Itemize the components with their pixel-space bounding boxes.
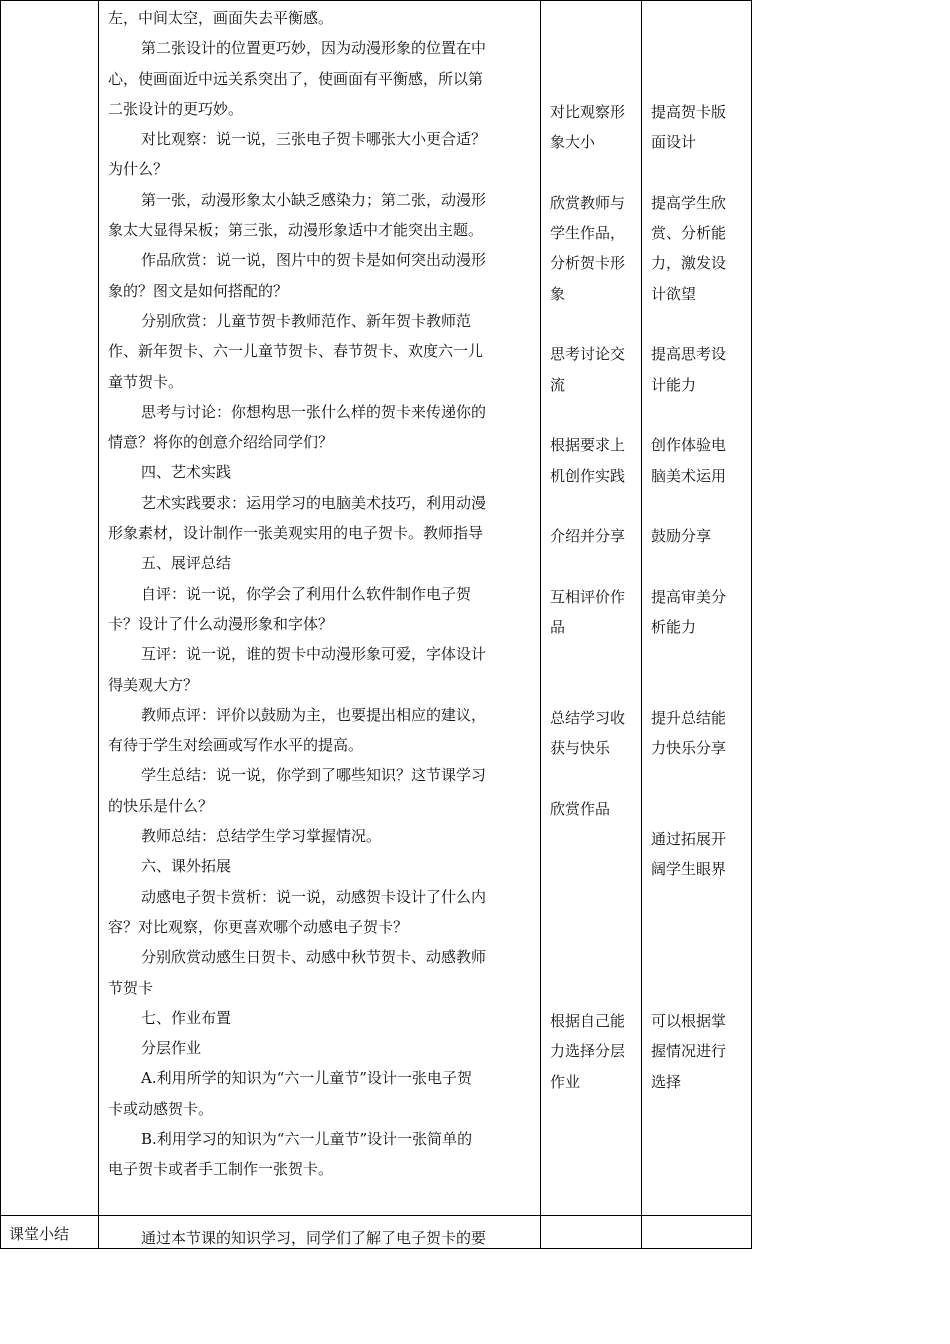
text-line: 品: [550, 618, 566, 637]
text-line: 童节贺卡。: [108, 372, 184, 391]
text-line: [550, 551, 637, 581]
text-line: [651, 400, 745, 430]
student-activity-text: [541, 1, 641, 1097]
text-line: 握情况进行: [651, 1042, 727, 1061]
summary-row: [1, 1216, 752, 1249]
text-line: [550, 976, 637, 1006]
text-line: 分别欣赏动感生日贺卡、动感中秋节贺卡、动感教师: [141, 948, 487, 967]
text-line: 象大小: [550, 133, 596, 152]
text-line: [550, 642, 637, 672]
summary-label: 课堂小结: [9, 1225, 70, 1243]
summary-label-cell: [1, 1216, 99, 1249]
text-line: 有待于学生对绘画或写作水平的提高。: [108, 736, 364, 755]
text-line: [651, 764, 745, 794]
text-line: 学生作品，: [550, 224, 626, 243]
text-line: 可以根据掌: [651, 1011, 727, 1030]
text-line: 通过拓展开: [651, 830, 727, 849]
text-line: 象的？图文是如何搭配的？: [108, 281, 289, 300]
text-line: A.利用所学的知识为“六一儿童节”设计一张电子贺: [141, 1069, 472, 1088]
text-line: 五、展评总结: [141, 554, 232, 573]
text-line: 对比观察：说一说，三张电子贺卡哪张大小更合适？: [141, 130, 487, 149]
text-line: 分层作业: [141, 1039, 202, 1058]
text-line: 提高学生欣: [651, 193, 727, 212]
section-label-cell: [1, 1, 99, 1216]
summary-intent-cell: [642, 1216, 752, 1249]
text-line: [550, 673, 637, 703]
text-line: 总结学习收: [550, 708, 626, 727]
text-line: 面设计: [651, 133, 697, 152]
text-line: 情意？将你的创意介绍给同学们？: [108, 433, 334, 452]
text-line: [550, 491, 637, 521]
text-line: 四、艺术实践: [141, 463, 232, 482]
text-line: 阔学生眼界: [651, 860, 727, 879]
text-line: [651, 551, 745, 581]
text-line: 欣赏作品: [550, 799, 611, 818]
text-line: 作业: [550, 1072, 581, 1091]
summary-text: 通过本节课的知识学习，同学们了解了电子贺卡的要: [141, 1229, 487, 1247]
text-line: 的快乐是什么？: [108, 796, 214, 815]
text-line: [550, 400, 637, 430]
text-line: 形象素材，设计制作一张美观实用的电子贺卡。教师指导: [108, 524, 484, 543]
text-line: 鼓励分享: [651, 527, 712, 546]
text-line: [550, 945, 637, 975]
student-activity-cell: [541, 1, 642, 1216]
text-line: 卡？设计了什么动漫形象和字体？: [108, 614, 334, 633]
text-line: 分析贺卡形: [550, 254, 626, 273]
text-line: B.利用学习的知识为“六一儿童节”设计一张简单的: [141, 1129, 473, 1148]
summary-student-cell: [541, 1216, 642, 1249]
text-line: [651, 309, 745, 339]
text-line: 计欲望: [651, 284, 697, 303]
text-line: [651, 915, 745, 945]
text-line: [550, 158, 637, 188]
text-line: 思考与讨论：你想构思一张什么样的贺卡来传递你的: [141, 402, 487, 421]
text-line: [651, 945, 745, 975]
text-line: 得美观大方？: [108, 675, 199, 694]
teacher-activity-text: [99, 1, 540, 1185]
text-line: 计能力: [651, 375, 697, 394]
text-line: 互评：说一说，谁的贺卡中动漫形象可爱，字体设计: [141, 645, 487, 664]
text-line: 心，使画面近中远关系突出了，使画面有平衡感，所以第: [108, 69, 484, 88]
text-line: 分别欣赏：儿童节贺卡教师范作、新年贺卡教师范: [141, 311, 472, 330]
text-line: 第二张设计的位置更巧妙，因为动漫形象的位置在中: [141, 39, 487, 58]
text-line: 为什么？: [108, 160, 169, 179]
text-line: [651, 885, 745, 915]
text-line: [550, 854, 637, 884]
text-line: 力，激发设: [651, 254, 727, 273]
text-line: 提高审美分: [651, 587, 727, 606]
text-line: [651, 158, 745, 188]
text-line: 节贺卡: [108, 978, 154, 997]
text-line: 容？对比观察，你更喜欢哪个动感电子贺卡？: [108, 917, 409, 936]
text-line: 根据要求上: [550, 436, 626, 455]
text-line: 欣赏教师与: [550, 193, 626, 212]
text-line: 学生总结：说一说，你学到了哪些知识？这节课学习: [141, 766, 487, 785]
text-line: 力选择分层: [550, 1042, 626, 1061]
text-line: 析能力: [651, 618, 697, 637]
teacher-activity-cell: [99, 1, 541, 1216]
text-line: 力快乐分享: [651, 739, 727, 758]
summary-text-cell: [99, 1216, 541, 1249]
text-line: [550, 309, 637, 339]
text-line: [651, 491, 745, 521]
design-intent-cell: [642, 1, 752, 1216]
text-line: 动感电子贺卡赏析：说一说，动感贺卡设计了什么内: [141, 887, 487, 906]
text-line: 艺术实践要求：运用学习的电脑美术技巧，利用动漫: [141, 493, 487, 512]
text-line: [550, 764, 637, 794]
text-line: [550, 824, 637, 854]
text-line: 提高贺卡版: [651, 103, 727, 121]
text-line: 自评：说一说，你学会了利用什么软件制作电子贺: [141, 584, 472, 603]
text-line: 左，中间太空，画面失去平衡感。: [108, 9, 334, 27]
text-line: 六、课外拓展: [141, 857, 232, 876]
text-line: 获与快乐: [550, 739, 611, 758]
text-line: 二张设计的更巧妙。: [108, 99, 244, 118]
text-line: 选择: [651, 1072, 682, 1091]
text-line: 流: [550, 375, 566, 394]
text-line: 作、新年贺卡、六一儿童节贺卡、春节贺卡、欢度六一儿: [108, 342, 484, 361]
text-line: 电子贺卡或者手工制作一张贺卡。: [108, 1160, 334, 1179]
design-intent-text: [642, 1, 751, 1097]
text-line: 象太大显得呆板；第三张，动漫形象适中才能突出主题。: [108, 221, 484, 240]
text-line: 第一张，动漫形象太小缺乏感染力；第二张，动漫形: [141, 190, 487, 209]
text-line: 作品欣赏：说一说，图片中的贺卡是如何突出动漫形: [141, 251, 487, 270]
text-line: 教师点评：评价以鼓励为主，也要提出相应的建议，: [141, 705, 487, 724]
text-line: 象: [550, 284, 566, 303]
text-line: 脑美术运用: [651, 466, 727, 485]
text-line: 提升总结能: [651, 708, 727, 727]
text-line: 七、作业布置: [141, 1008, 232, 1027]
text-line: 机创作实践: [550, 466, 626, 485]
text-line: [550, 915, 637, 945]
text-line: 根据自己能: [550, 1011, 626, 1030]
text-line: [651, 976, 745, 1006]
text-line: 卡或动感贺卡。: [108, 1099, 214, 1118]
teaching-process-row: [1, 1, 752, 1216]
text-line: 教师总结：总结学生学习掌握情况。: [141, 827, 382, 846]
text-line: 互相评价作: [550, 587, 626, 606]
text-line: [651, 642, 745, 672]
text-line: 提高思考设: [651, 345, 727, 364]
text-line: 对比观察形: [550, 103, 626, 121]
text-line: 思考讨论交: [550, 345, 626, 364]
text-line: [651, 794, 745, 824]
text-line: [550, 885, 637, 915]
text-line: 赏、分析能: [651, 224, 727, 243]
text-line: 创作体验电: [651, 436, 727, 455]
text-line: 介绍并分享: [550, 527, 626, 546]
text-line: [651, 673, 745, 703]
